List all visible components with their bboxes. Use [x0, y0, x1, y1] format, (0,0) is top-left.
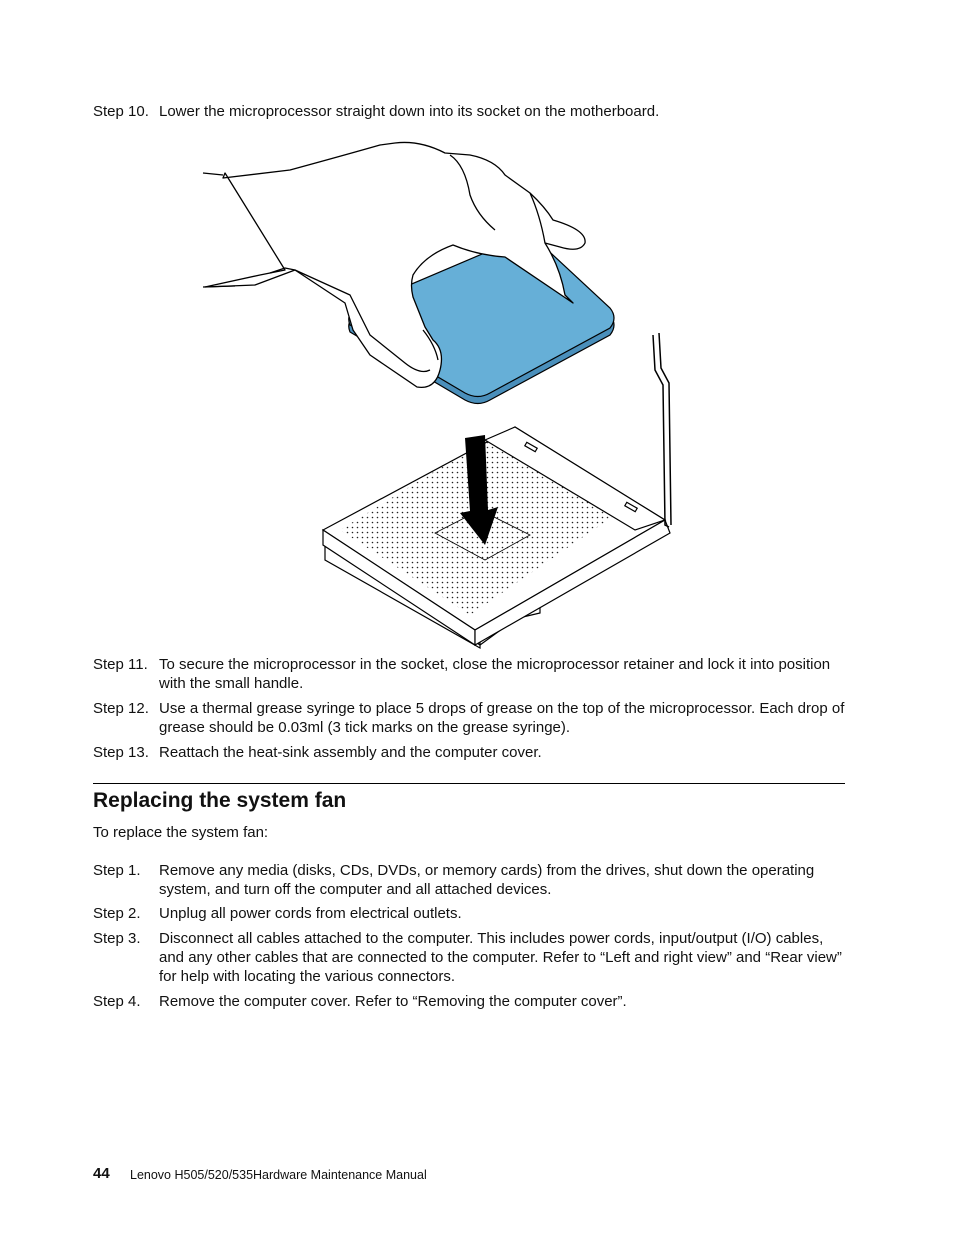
page-number: 44 — [93, 1165, 110, 1182]
socket-body — [323, 427, 670, 645]
step-text: Lower the microprocessor straight down into its socket on the motherboard. — [159, 103, 660, 120]
step-text: Reattach the heat-sink assembly and the computer cover. — [159, 744, 542, 761]
step-text: Disconnect all cables attached to the computer. This includes power cords, input/output (I/O) cables, and any other cables that are connected to the computer. Refer to “Left and right view” and “Rear view” for help with locating the various connectors. — [159, 930, 842, 985]
step-label: Step 4. — [93, 993, 141, 1010]
step-text: Use a thermal grease syringe to place 5 drops of grease on the top of the microprocessor. Each drop of grease should be 0.03ml (3 tick marks on the grease syringe). — [159, 700, 845, 736]
step-text: Remove any media (disks, CDs, DVDs, or memory cards) from the drives, shut down the operating system, and turn off the computer and all attached devices. — [159, 862, 815, 898]
retention-lever — [653, 333, 671, 527]
step-label: Step 12. — [93, 700, 149, 717]
step-label: Step 11. — [93, 656, 148, 673]
step-label: Step 13. — [93, 744, 149, 761]
step-label: Step 3. — [93, 930, 141, 947]
step-label: Step 1. — [93, 862, 141, 879]
step-text: Unplug all power cords from electrical outlets. — [159, 905, 462, 922]
step-text: To secure the microprocessor in the socket, close the microprocessor retainer and lock it into position with the small handle. — [159, 656, 831, 692]
step-label: Step 10. — [93, 103, 149, 120]
section-intro: To replace the system fan: — [93, 824, 269, 841]
section-heading: Replacing the system fan — [93, 789, 347, 812]
step-text: Remove the computer cover. Refer to “Removing the computer cover”. — [159, 993, 627, 1010]
cpu-installation-illustration — [195, 135, 685, 650]
step-label: Step 2. — [93, 905, 141, 922]
footer-title: Lenovo H505/520/535Hardware Maintenance Manual — [130, 1168, 427, 1182]
section-divider — [93, 783, 845, 784]
